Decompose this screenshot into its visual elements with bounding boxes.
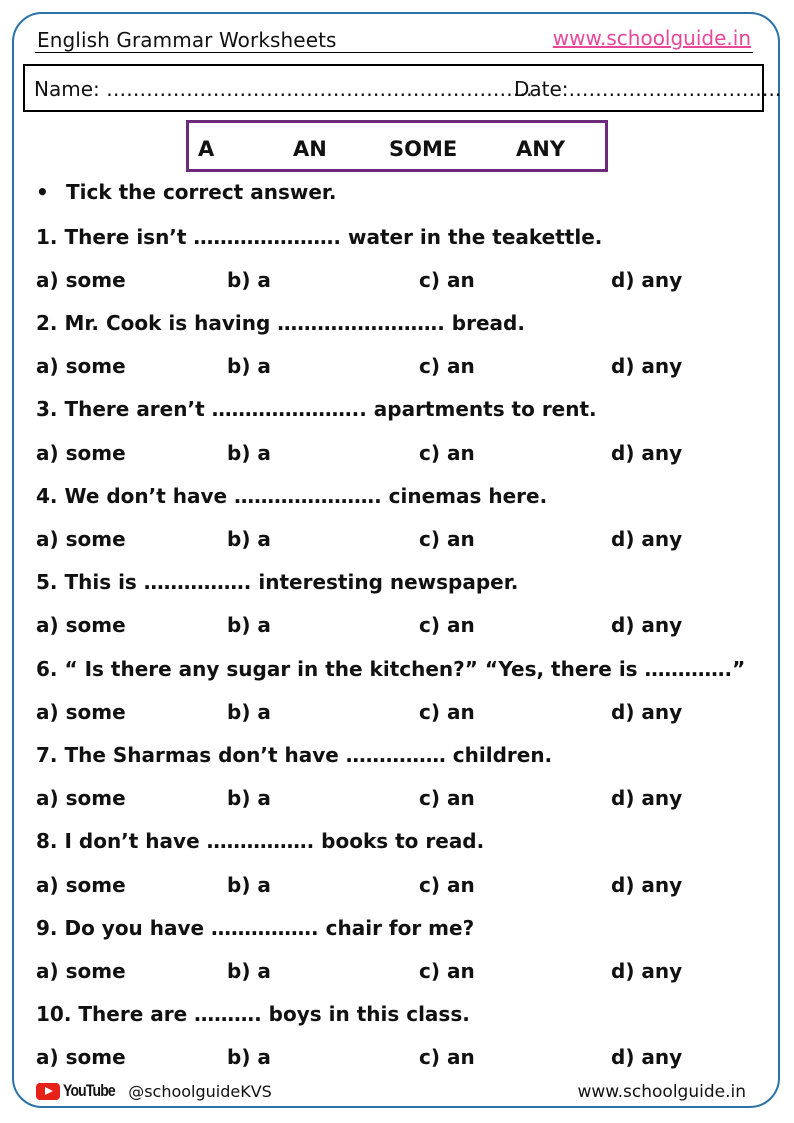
name-field[interactable]: Name: ………………………………………………………. (34, 77, 533, 101)
word-bank-box (186, 120, 608, 172)
options-row-3 (36, 441, 756, 467)
option-a[interactable]: a) some (36, 959, 126, 983)
option-b[interactable]: b) a (227, 873, 271, 897)
option-c[interactable]: c) an (419, 873, 475, 897)
worksheet-title: English Grammar Worksheets (37, 28, 337, 52)
question-5: 5. This is ……………. interesting newspaper. (36, 570, 519, 594)
page-border-frame (12, 12, 780, 1108)
options-row-8 (36, 873, 756, 899)
question-4: 4. We don’t have …………………. cinemas here. (36, 484, 548, 508)
word-bank-item-some: SOME (389, 137, 458, 161)
option-b[interactable]: b) a (227, 613, 271, 637)
question-6: 6. “ Is there any sugar in the kitchen?” “Yes, there is ………….” (36, 657, 746, 681)
option-b[interactable]: b) a (227, 268, 271, 292)
option-d[interactable]: d) any (611, 700, 683, 724)
options-row-9 (36, 959, 756, 985)
option-a[interactable]: a) some (36, 786, 126, 810)
question-9: 9. Do you have ……………. chair for me? (36, 916, 475, 940)
option-b[interactable]: b) a (227, 441, 271, 465)
word-bank-item-a: A (198, 137, 215, 161)
option-c[interactable]: c) an (419, 700, 475, 724)
options-row-5 (36, 613, 756, 639)
worksheet-header (35, 26, 753, 53)
option-b[interactable]: b) a (227, 354, 271, 378)
options-row-7 (36, 786, 756, 812)
instruction (36, 180, 337, 204)
youtube-play-icon (36, 1083, 60, 1100)
option-a[interactable]: a) some (36, 527, 126, 551)
word-bank-item-any: ANY (516, 137, 566, 161)
options-row-6 (36, 700, 756, 726)
question-2: 2. Mr. Cook is having ……………………. bread. (36, 311, 525, 335)
question-7: 7. The Sharmas don’t have …………… children. (36, 743, 553, 767)
bullet-icon: • (36, 180, 49, 204)
footer-site-link[interactable]: www.schoolguide.in (577, 1082, 746, 1102)
youtube-channel-link[interactable] (36, 1080, 272, 1102)
youtube-handle: @schoolguideKVS (128, 1081, 272, 1101)
option-c[interactable]: c) an (419, 959, 475, 983)
option-d[interactable]: d) any (611, 959, 683, 983)
option-d[interactable]: d) any (611, 527, 683, 551)
option-a[interactable]: a) some (36, 1045, 126, 1069)
option-a[interactable]: a) some (36, 441, 126, 465)
option-a[interactable]: a) some (36, 873, 126, 897)
youtube-wordmark: YouTube (63, 1081, 115, 1100)
option-d[interactable]: d) any (611, 354, 683, 378)
options-row-1 (36, 268, 756, 294)
question-1: 1. There isn’t …………………. water in the teakettle. (36, 225, 603, 249)
question-3: 3. There aren’t ………………….. apartments to rent. (36, 397, 597, 421)
option-a[interactable]: a) some (36, 354, 126, 378)
options-row-10 (36, 1045, 756, 1071)
student-info-box (23, 64, 782, 112)
option-a[interactable]: a) some (36, 700, 126, 724)
word-bank-item-an: AN (293, 137, 327, 161)
option-d[interactable]: d) any (611, 268, 683, 292)
option-c[interactable]: c) an (419, 268, 475, 292)
option-b[interactable]: b) a (227, 527, 271, 551)
question-10: 10. There are ………. boys in this class. (36, 1002, 470, 1026)
header-site-link[interactable]: www.schoolguide.in (552, 26, 751, 50)
options-row-2 (36, 354, 756, 380)
option-a[interactable]: a) some (36, 613, 126, 637)
date-field[interactable]: Date:………………………….. (514, 77, 782, 101)
option-c[interactable]: c) an (419, 1045, 475, 1069)
option-b[interactable]: b) a (227, 700, 271, 724)
option-b[interactable]: b) a (227, 786, 271, 810)
option-a[interactable]: a) some (36, 268, 126, 292)
question-8: 8. I don’t have ……………. books to read. (36, 829, 485, 853)
options-row-4 (36, 527, 756, 553)
option-b[interactable]: b) a (227, 959, 271, 983)
option-c[interactable]: c) an (419, 441, 475, 465)
option-d[interactable]: d) any (611, 441, 683, 465)
option-c[interactable]: c) an (419, 527, 475, 551)
option-d[interactable]: d) any (611, 613, 683, 637)
option-d[interactable]: d) any (611, 1045, 683, 1069)
option-c[interactable]: c) an (419, 786, 475, 810)
option-d[interactable]: d) any (611, 786, 683, 810)
instruction-text: Tick the correct answer. (66, 180, 337, 204)
option-d[interactable]: d) any (611, 873, 683, 897)
option-c[interactable]: c) an (419, 354, 475, 378)
option-b[interactable]: b) a (227, 1045, 271, 1069)
option-c[interactable]: c) an (419, 613, 475, 637)
